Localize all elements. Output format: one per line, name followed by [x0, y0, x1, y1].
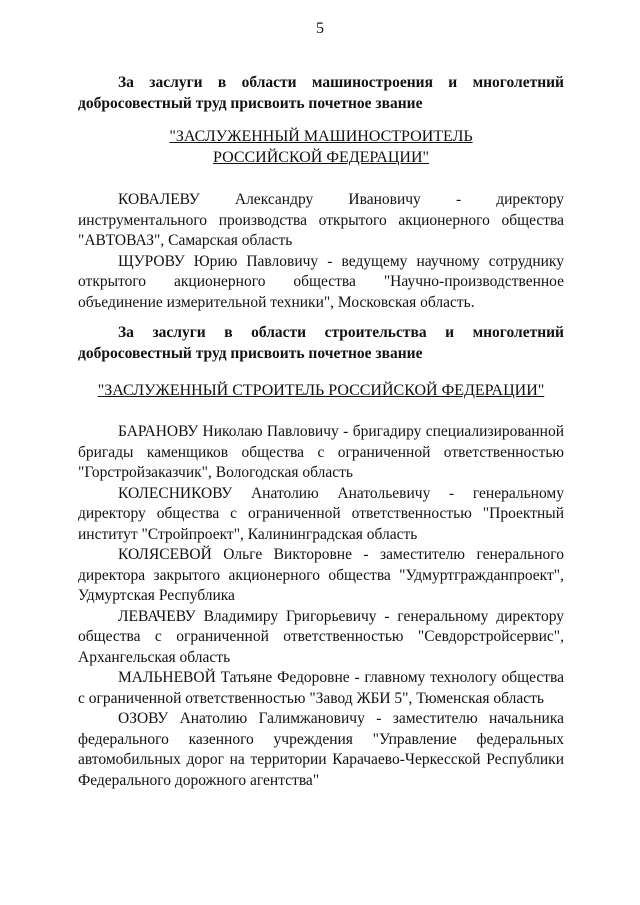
award-entry: КОЛЕСНИКОВУ Анатолию Анатольевичу - генеральному директору общества с ограниченной ответственностью "Проектный институт "Стройпроект", Калининградская область — [78, 484, 564, 543]
section1-intro: За заслуги в области машиностроения и многолетний добросовестный труд присвоить почетное звание — [78, 74, 564, 112]
award-entry: КОЛЯСЕВОЙ Ольге Викторовне - заместителю генерального директора закрытого акционерного общества "Удмуртгражданпроект", Удмуртская Республика — [78, 546, 564, 604]
section2-entries — [78, 422, 564, 791]
section1-entries — [78, 190, 564, 313]
section2-intro-block — [78, 322, 564, 364]
award-entry: КОВАЛЕВУ Александру Ивановичу - директору инструментального производства открытого акционерного общества "АВТОВАЗ", Самарская область — [78, 191, 564, 249]
section1-intro-block — [78, 72, 564, 114]
award-entry: ЛЕВАЧЕВУ Владимиру Григорьевичу - генеральному директору общества с ограниченной ответственностью "Севдорстройсервис", Архангельская область — [78, 607, 564, 666]
section2-intro: За заслуги в области строительства и многолетний добросовестный труд присвоить почетное звание — [78, 324, 564, 362]
section2-title-block — [78, 380, 564, 401]
page-number: 5 — [316, 20, 324, 37]
award-entry: ЩУРОВУ Юрию Павловичу - ведущему научному сотруднику открытого акционерного общества "Научно-производственное объединение измерительной техники", Московская область. — [78, 252, 564, 311]
section1-title-block — [78, 126, 564, 168]
section1-title-line2: РОССИЙСКОЙ ФЕДЕРАЦИИ" — [212, 149, 430, 166]
award-entry: БАРАНОВУ Николаю Павловичу - бригадиру специализированной бригады каменщиков общества с ограниченной ответственностью "Горстройзаказчик", Вологодская область — [78, 423, 564, 481]
section1-title-line1: "ЗАСЛУЖЕННЫЙ МАШИНОСТРОИТЕЛЬ — [169, 128, 473, 145]
award-entry: МАЛЬНЕВОЙ Татьяне Федоровне - главному технологу общества с ограниченной ответственностью "Завод ЖБИ 5", Тюменская область — [78, 669, 564, 707]
section2-title: "ЗАСЛУЖЕННЫЙ СТРОИТЕЛЬ РОССИЙСКОЙ ФЕДЕРАЦИИ" — [97, 382, 545, 399]
award-entry: ОЗОВУ Анатолию Галимжановичу - заместителю начальника федерального казенного учреждения "Управление федеральных автомобильных дорог на территории Карачаево-Черкесской Республики Федерального дорожного агентства" — [78, 710, 564, 789]
